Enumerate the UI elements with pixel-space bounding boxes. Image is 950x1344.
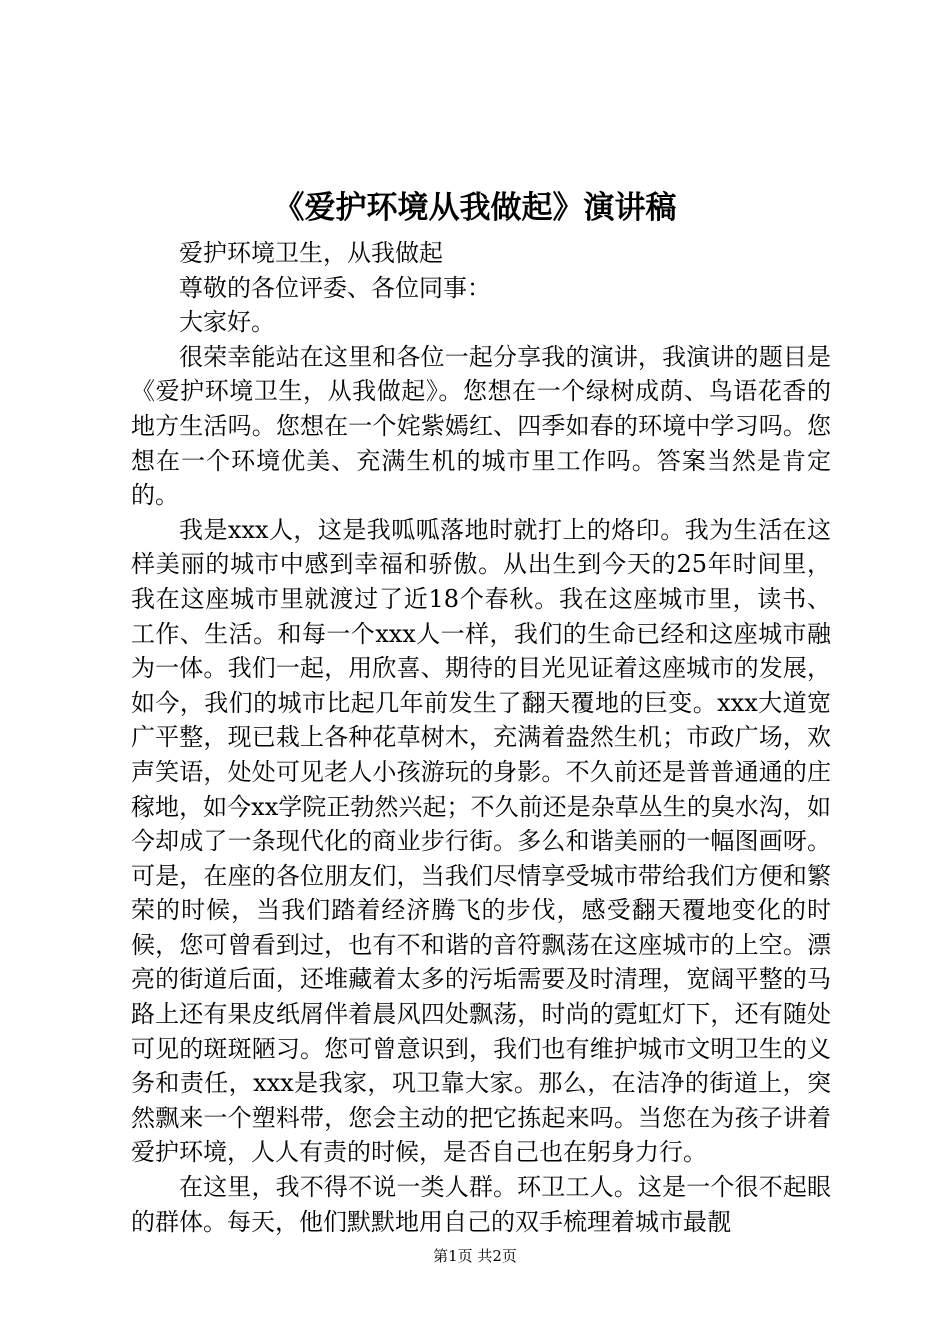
paragraph-salutation: 尊敬的各位评委、各位同事： [179, 273, 491, 302]
document-title: 《爱护环境从我做起》演讲稿 [273, 190, 677, 226]
paragraph-subtitle: 爱护环境卫生，从我做起 [179, 239, 443, 267]
page-number: 第1页 共2页 [433, 1247, 517, 1265]
paragraph-workers: 在这里，我不得不说一类人群。环卫工人。这是一个很不起眼的群体。每天，他们默默地用自己的双手梳理着城市最靓 [131, 1173, 831, 1236]
paragraph-city: 我是xxx人，这是我呱呱落地时就打上的烙印。我为生活在这样美丽的城市中感到幸福和骄傲。从出生到今天的25年时间里，我在这座城市里就渡过了近18个春秋。我在这座城市里，读书、工作、生活。和每一个xxx人一样，我们的生命已经和这座城市融为一体。我们一起，用欣喜、期待的目光见证着这座城市的发展，如今，我们的城市比起几年前发生了翻天覆地的巨变。xxx大道宽广平整，现已栽上各种花草树木，充满着盎然生机；市政广场，欢声笑语，处处可见老人小孩游玩的身影。不久前还是普普通通的庄稼地，如今xx学院正勃然兴起；不久前还是杂草丛生的臭水沟，如今却成了一条现代化的商业步行街。多么和谐美丽的一幅图画呀。可是，在座的各位朋友们，当我们尽情享受城市带给我们方便和繁荣的时候，当我们踏着经济腾飞的步伐，感受翻天覆地变化的时候，您可曾看到过，也有不和谐的音符飘荡在这座城市的上空。漂亮的街道后面，还堆藏着太多的污垢需要及时清理，宽阔平整的马路上还有果皮纸屑伴着晨风四处飘荡，时尚的霓虹灯下，还有随处可见的斑斑陋习。您可曾意识到，我们也有维护城市文明卫生的义务和责任，xxx是我家，巩卫靠大家。那么，在洁净的街道上，突然飘来一个塑料带，您会主动的把它拣起来吗。当您在为孩子讲着爱护环境，人人有责的时候，是否自己也在躬身力行。 [131, 515, 831, 1167]
paragraph-intro: 很荣幸能站在这里和各位一起分享我的演讲，我演讲的题目是《爱护环境卫生，从我做起》。您想在一个绿树成荫、鸟语花香的地方生活吗。您想在一个姹紫嫣红、四季如春的环境中学习吗。您想在一个环境优美、充满生机的城市里工作吗。答案当然是肯定的。 [131, 342, 831, 510]
paragraph-greeting: 大家好。 [179, 308, 275, 337]
document-body [131, 236, 831, 1239]
